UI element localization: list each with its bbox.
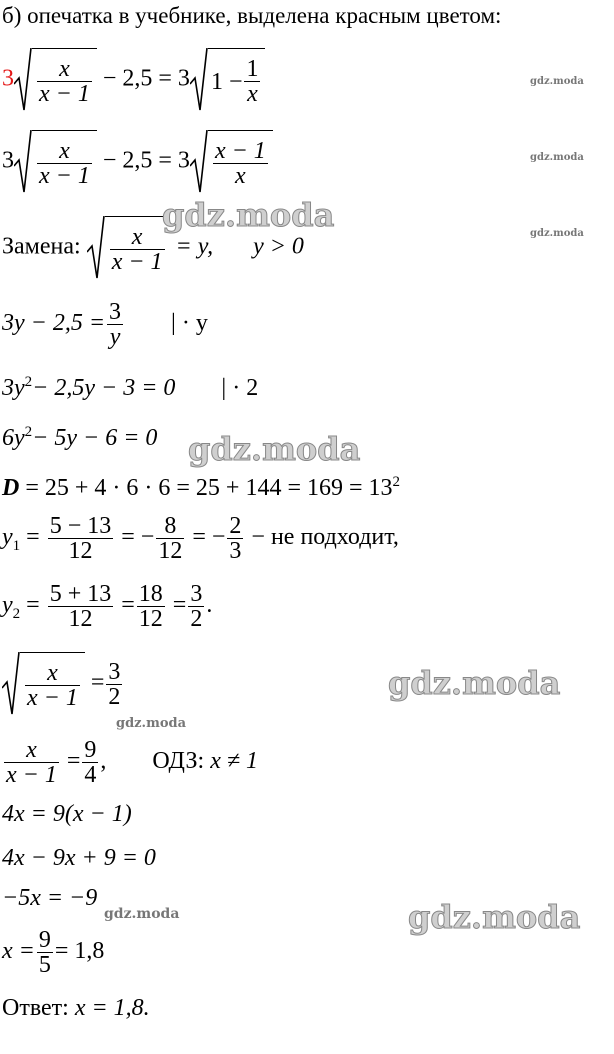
equation-y: 3y − 2,5 = $\frac{3}{y}$ | · y — [2, 299, 208, 350]
solution-x: x = $\frac{9}{5}$ = 1,8 — [2, 927, 105, 978]
watermark: gdz.moda — [188, 430, 361, 468]
squared-equation: $\frac{x}{x - 1}$ = $\frac{9}{4}$ , ОДЗ: x ≠ 1 — [6, 737, 259, 788]
quadratic-1: $3y^2- 2,5y - 3 = 0$ | · 2 — [2, 374, 259, 401]
back-substitution: $\frac{x}{x - 1}$ = $\frac{3}{2}$ — [2, 652, 124, 716]
sqrt-1: $\frac{x}{x - 1}$ — [14, 48, 97, 112]
typo-coefficient: 3 — [2, 65, 14, 92]
task-header: б) опечатка в учебнике, выделена красным цветом: — [2, 3, 502, 28]
watermark-small: gdz.moda — [530, 152, 584, 163]
equation-corrected: 3 $\frac{x}{x - 1}$ − 2,5 = 3 $\frac{x - 1}{x}$ — [2, 130, 273, 194]
watermark-small: gdz.moda — [530, 76, 584, 87]
linear-2: 4x − 9x + 9 = 0 — [2, 845, 156, 871]
watermark: gdz.moda — [162, 196, 335, 234]
root-y2: $y_2$ = $\frac{5 + 13}{12}$ = $\frac{18}{12}$ = $\frac{3}{2}$ . — [2, 581, 213, 632]
sqrt-2: 1 − $\frac{1}{x}$ — [190, 48, 266, 112]
root-y1: $y_1$ = $\frac{5 - 13}{12}$ = − $\frac{8}{12}$ = − $\frac{2}{3}$ − не подходит, — [2, 513, 399, 564]
watermark-small: gdz.moda — [104, 906, 180, 922]
linear-1: 4x = 9(x − 1) — [2, 801, 132, 827]
quadratic-2: $6y^2- 5y - 6 = 0$ — [2, 424, 158, 451]
watermark-small: gdz.moda — [530, 228, 584, 239]
linear-3: −5x = −9 — [2, 885, 98, 911]
answer: Ответ: x = 1,8. — [2, 995, 150, 1021]
watermark-small: gdz.moda — [116, 716, 187, 731]
discriminant: $D = 25 + 4 \cdot 6 \cdot 6 = 25 + 144 = 169 = 13^2$ — [2, 474, 401, 501]
substitution: Замена: $\frac{x}{x - 1}$ = y, y > 0 — [2, 216, 304, 280]
equation-original: 3 $\frac{x}{x - 1}$ − 2,5 = 3 1 − $\frac{1}{x}$ — [2, 48, 265, 112]
watermark: gdz.moda — [388, 664, 561, 702]
watermark: gdz.moda — [408, 898, 581, 936]
